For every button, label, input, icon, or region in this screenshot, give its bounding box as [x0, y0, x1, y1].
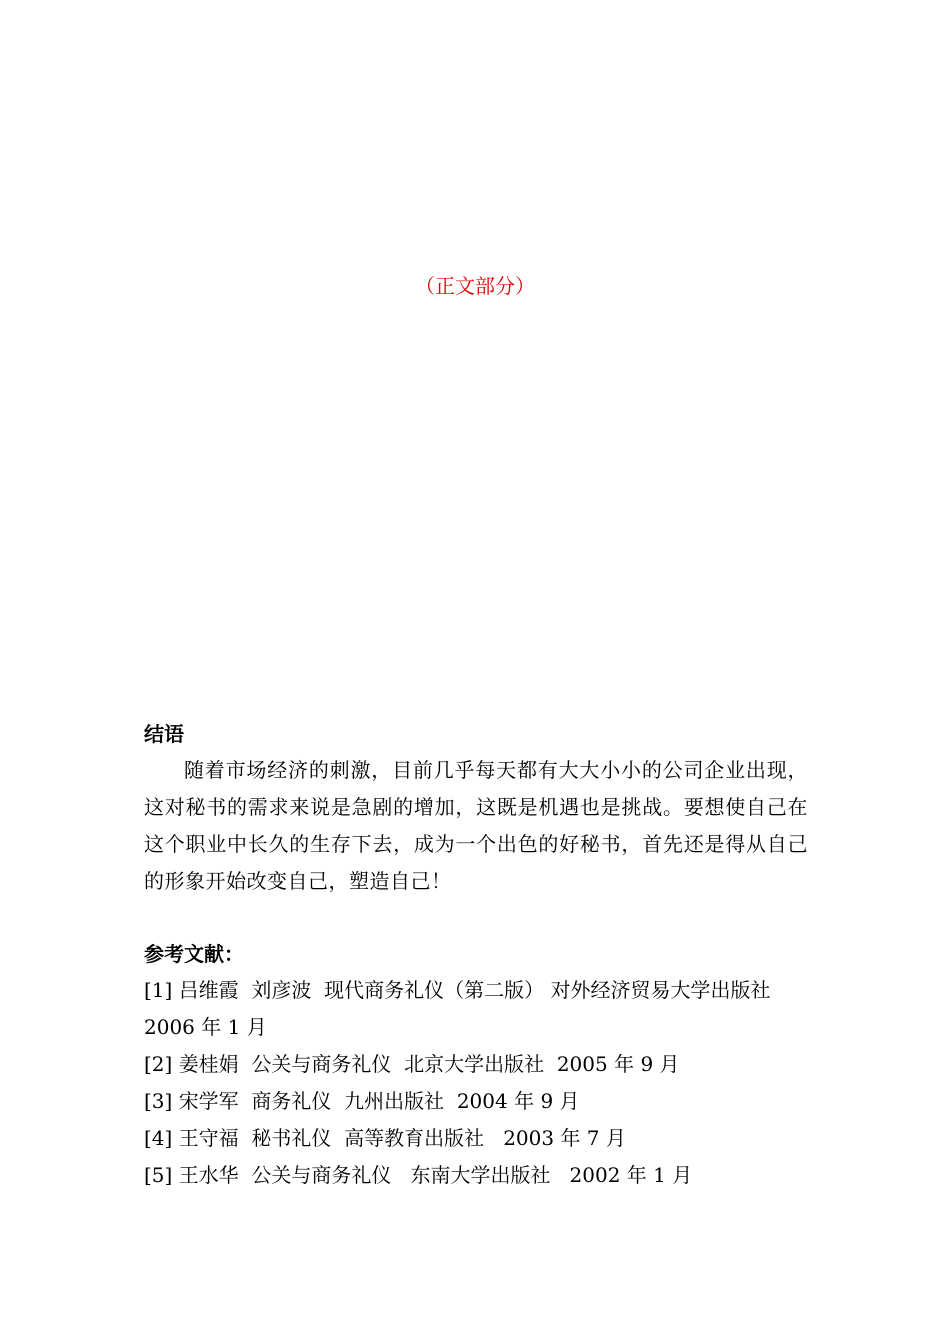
conclusion-heading: 结语 — [144, 722, 184, 746]
conclusion-section — [144, 716, 808, 900]
references-heading: 参考文献： — [144, 942, 244, 966]
body-placeholder-text: （正文部分） — [415, 274, 535, 298]
reference-item: [4] 王守福 秘书礼仪 高等教育出版社 2003 年 7 月 — [144, 1126, 626, 1150]
reference-item: [2] 姜桂娟 公关与商务礼仪 北京大学出版社 2005 年 9 月 — [144, 1052, 680, 1076]
reference-list — [144, 972, 808, 1194]
reference-item: [1] 吕维霞 刘彦波 现代商务礼仪（第二版） 对外经济贸易大学出版社 2006 年 1 月 — [144, 978, 784, 1039]
conclusion-paragraph: 随着市场经济的刺激，目前几乎每天都有大大小小的公司企业出现，这对秘书的需求来说是急剧的增加，这既是机遇也是挑战。要想使自己在这个职业中长久的生存下去，成为一个出色的好秘书，首先还是得从自己的形象开始改变自己，塑造自己！ — [144, 758, 808, 893]
reference-item: [5] 王水华 公关与商务礼仪 东南大学出版社 2002 年 1 月 — [144, 1163, 693, 1187]
references-section — [144, 936, 808, 1194]
reference-item: [3] 宋学军 商务礼仪 九州出版社 2004 年 9 月 — [144, 1089, 580, 1113]
